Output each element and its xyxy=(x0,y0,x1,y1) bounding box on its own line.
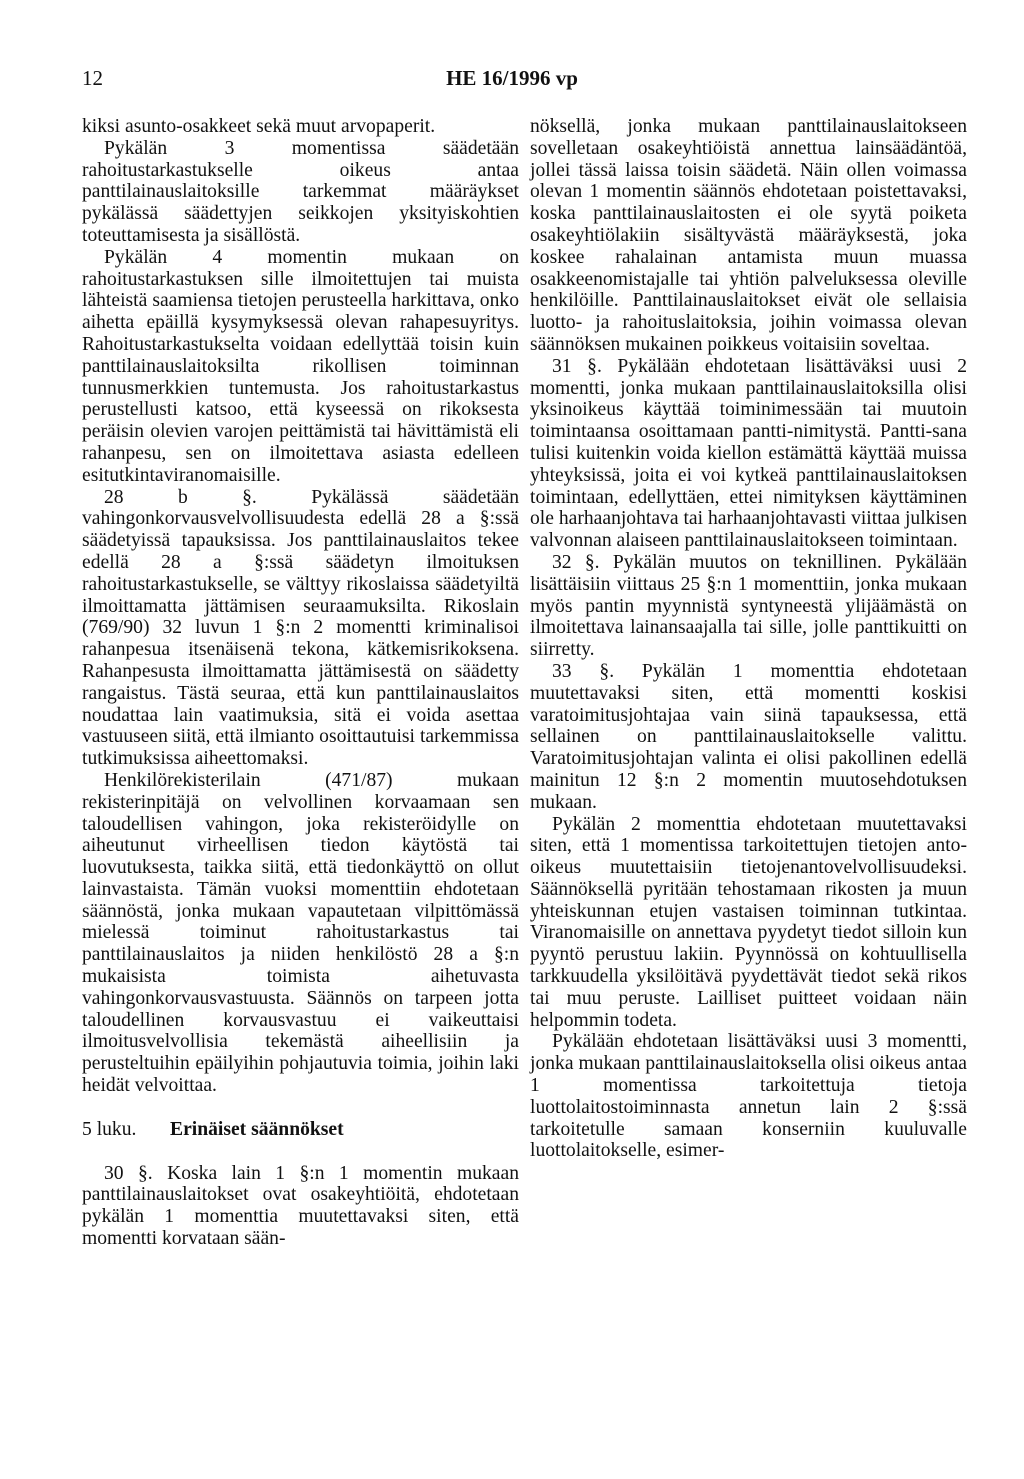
paragraph: 30 §. Koska lain 1 §:n 1 momentin mukaan panttilainauslaitokset ovat osakeyhtiöitä, ehdotetaan pykälän 1 momenttia muutettavaksi siten, että momentti korvataan sään- xyxy=(82,1162,519,1250)
chapter-number: 5 luku. xyxy=(82,1118,137,1140)
paragraph: 28 b §. Pykälässä säädetään vahingonkorvausvelvollisuudesta edellä 28 a §:ssä säädetyissä tapauksissa. Jos panttilainauslaitos tekee edellä 28 a §:ssä säädetyn ilmoituksen rahoitustarkastukselle, se välttyy rikoslaissa säädetyiltä ilmoittamatta jättämisen seuraamuksilta. Rikoslain (769/90) 32 luvun 1 §:n 2 momentti kriminalisoi rahanpesua itsenäisenä tekona, kätkemisrikoksena. Rahanpesusta ilmoittamatta jättämisestä on säädetty rangaistus. Tästä seuraa, että kun panttilainauslaitos noudattaa lain vaatimuksia, sitä ei voida asettaa vastuuseen siitä, että ilmianto osoittautuisi tarkemmissa tutkimuksissa aiheettomaksi. xyxy=(82,486,519,770)
chapter-title: Erinäiset säännökset xyxy=(170,1118,344,1140)
page-header xyxy=(0,66,1024,96)
paragraph: kiksi asunto-osakkeet sekä muut arvopaperit. xyxy=(82,116,436,137)
paragraph: Henkilörekisterilain (471/87) mukaan rekisterinpitäjä on velvollinen korvaamaan sen taloudellisen vahingon, joka rekisteröidylle on aiheutunut virheellisen tiedon käytöstä tai luovutuksesta, taikka siitä, että tiedonkäyttö on ollut lainvastaista. Tämän vuoksi momenttiin ehdotetaan säännöstä, jonka mukaan vapautetaan vilpittömässä mielessä toiminut rahoitustarkastus tai panttilainauslaitos ja niiden henkilöstö 28 a §:n mukaisista toimista aihetuvasta vahingonkorvausvastuusta. Säännös on tarpeen jotta taloudellinen korvausvastuu ei vaikeuttaisi ilmoitusvelvollisia tekemästä aiheellisiin ja perusteltuihin epäilyihin pohjautuvia toimia, joihin laki heidät velvoittaa. xyxy=(82,769,519,1097)
right-column xyxy=(530,116,967,1162)
paragraph: Pykälän 2 momenttia ehdotetaan muutettavaksi siten, että 1 momentissa tarkoitettujen tietojen anto-oikeus muutettaisiin tietojenantovelvollisuudeksi. Säännöksellä pyritään tehostamaan rikosten ja muun yhteiskunnan etujen vastaisen toiminnan tutkintaa. Viranomaisille on annettava pyydetyt tiedot silloin kun pyyntö perustuu lakiin. Pyynnössä on kohtuullisella tarkkuudella yksilöitävä pyydettävät tiedot sekä rikos tai muu peruste. Lailliset puitteet voidaan näin helpommin todeta. xyxy=(530,813,967,1031)
paragraph: 31 §. Pykälään ehdotetaan lisättäväksi uusi 2 momentti, jonka mukaan panttilainauslaitoksilla olisi yksinoikeus käyttää toiminimessään tai muutoin toimintaansa osoittamaan pantti-nimitystä. Pantti-sana tulisi kuitenkin voida kiellon estämättä käyttää muissa yhteyksissä, joita ei voi kytkeä panttilainauslaitoksen toimintaan, edellyttäen, ettei nimityksen käyttäminen ole harhaanjohtava tai harhaanjohtavasti viittaa julkisen valvonnan alaiseen panttilainauslaitokseen toimintaan. xyxy=(530,355,967,552)
paragraph: Pykälän 3 momentissa säädetään rahoitustarkastukselle oikeus antaa panttilainauslaitoksille tarkemmat määräykset pykälässä säädettyjen seikkojen yksityiskohtien toteuttamisesta ja sisällöstä. xyxy=(82,137,519,246)
paragraph: Pykälään ehdotetaan lisättäväksi uusi 3 momentti, jonka mukaan panttilainauslaitoksella olisi oikeus antaa 1 momentissa tarkoitettuja tietoja luottolaitostoiminnasta annetun lain 2 §:ssä tarkoitetulle samaan konserniin kuuluvalle luottolaitokselle, esimer- xyxy=(530,1031,967,1162)
page-number: 12 xyxy=(82,66,103,90)
paragraph: nöksellä, jonka mukaan panttilainauslaitokseen sovelletaan osakeyhtiöistä annettua lainsäädäntöä, jollei tässä laissa toisin säädetä. Näin ollen voimassa olevan 1 momentin säännös ehdotetaan poistettavaksi, koska panttilainauslaitosten ei ole syytä poiketa osakeyhtiölakiin sisältyvästä määräyksestä, joka koskee rahalainan antamista muun muassa osakkeenomistajalle tai yhtiön palveluksessa oleville henkilöille. Panttilainauslaitokset eivät ole sellaisia luotto- ja rahoituslaitoksia, joihin voimassa olevan säännöksen mukainen poikkeus voitaisiin soveltaa. xyxy=(530,116,967,355)
left-column xyxy=(82,116,519,1250)
paragraph: 33 §. Pykälän 1 momenttia ehdotetaan muutettavaksi siten, että momentti koskisi varatoimitusjohtajaa vain siinä tapauksessa, että sellainen on panttilainauslaitokselle valittu. Varatoimitusjohtajan valinta ei olisi pakollinen edellä mainitun 12 §:n 2 momentin muutosehdotuksen mukaan. xyxy=(530,660,967,813)
document-id: HE 16/1996 vp xyxy=(446,66,578,90)
chapter-heading xyxy=(82,1119,519,1141)
paragraph: Pykälän 4 momentin mukaan on rahoitustarkastuksen sille ilmoitettujen tai muista lähteistä saamiensa tietojen perusteella harkittava, onko aihetta epäillä kysymyksessä olevan rahapesuyritys. Rahoitustarkastukselta voidaan edellyttää toisin kuin panttilainauslaitoksilta rikollisen toiminnan tunnusmerkkien tuntemusta. Jos rahoitustarkastus perustellusti katsoo, että kyseessä on rikoksesta peräisin olevien varojen peittämistä tai hävittämistä eli rahanpesu, sen on ilmoitettava asiasta edelleen esitutkintaviranomaisille. xyxy=(82,246,519,486)
paragraph: 32 §. Pykälän muutos on teknillinen. Pykälään lisättäisiin viittaus 25 §:n 1 momenttiin, jonka mukaan myös pantin myynnistä syntyneestä ylijäämästä on ilmoitettava lainansaajalla tai sille, jolle panttikuitti on siirretty. xyxy=(530,551,967,661)
